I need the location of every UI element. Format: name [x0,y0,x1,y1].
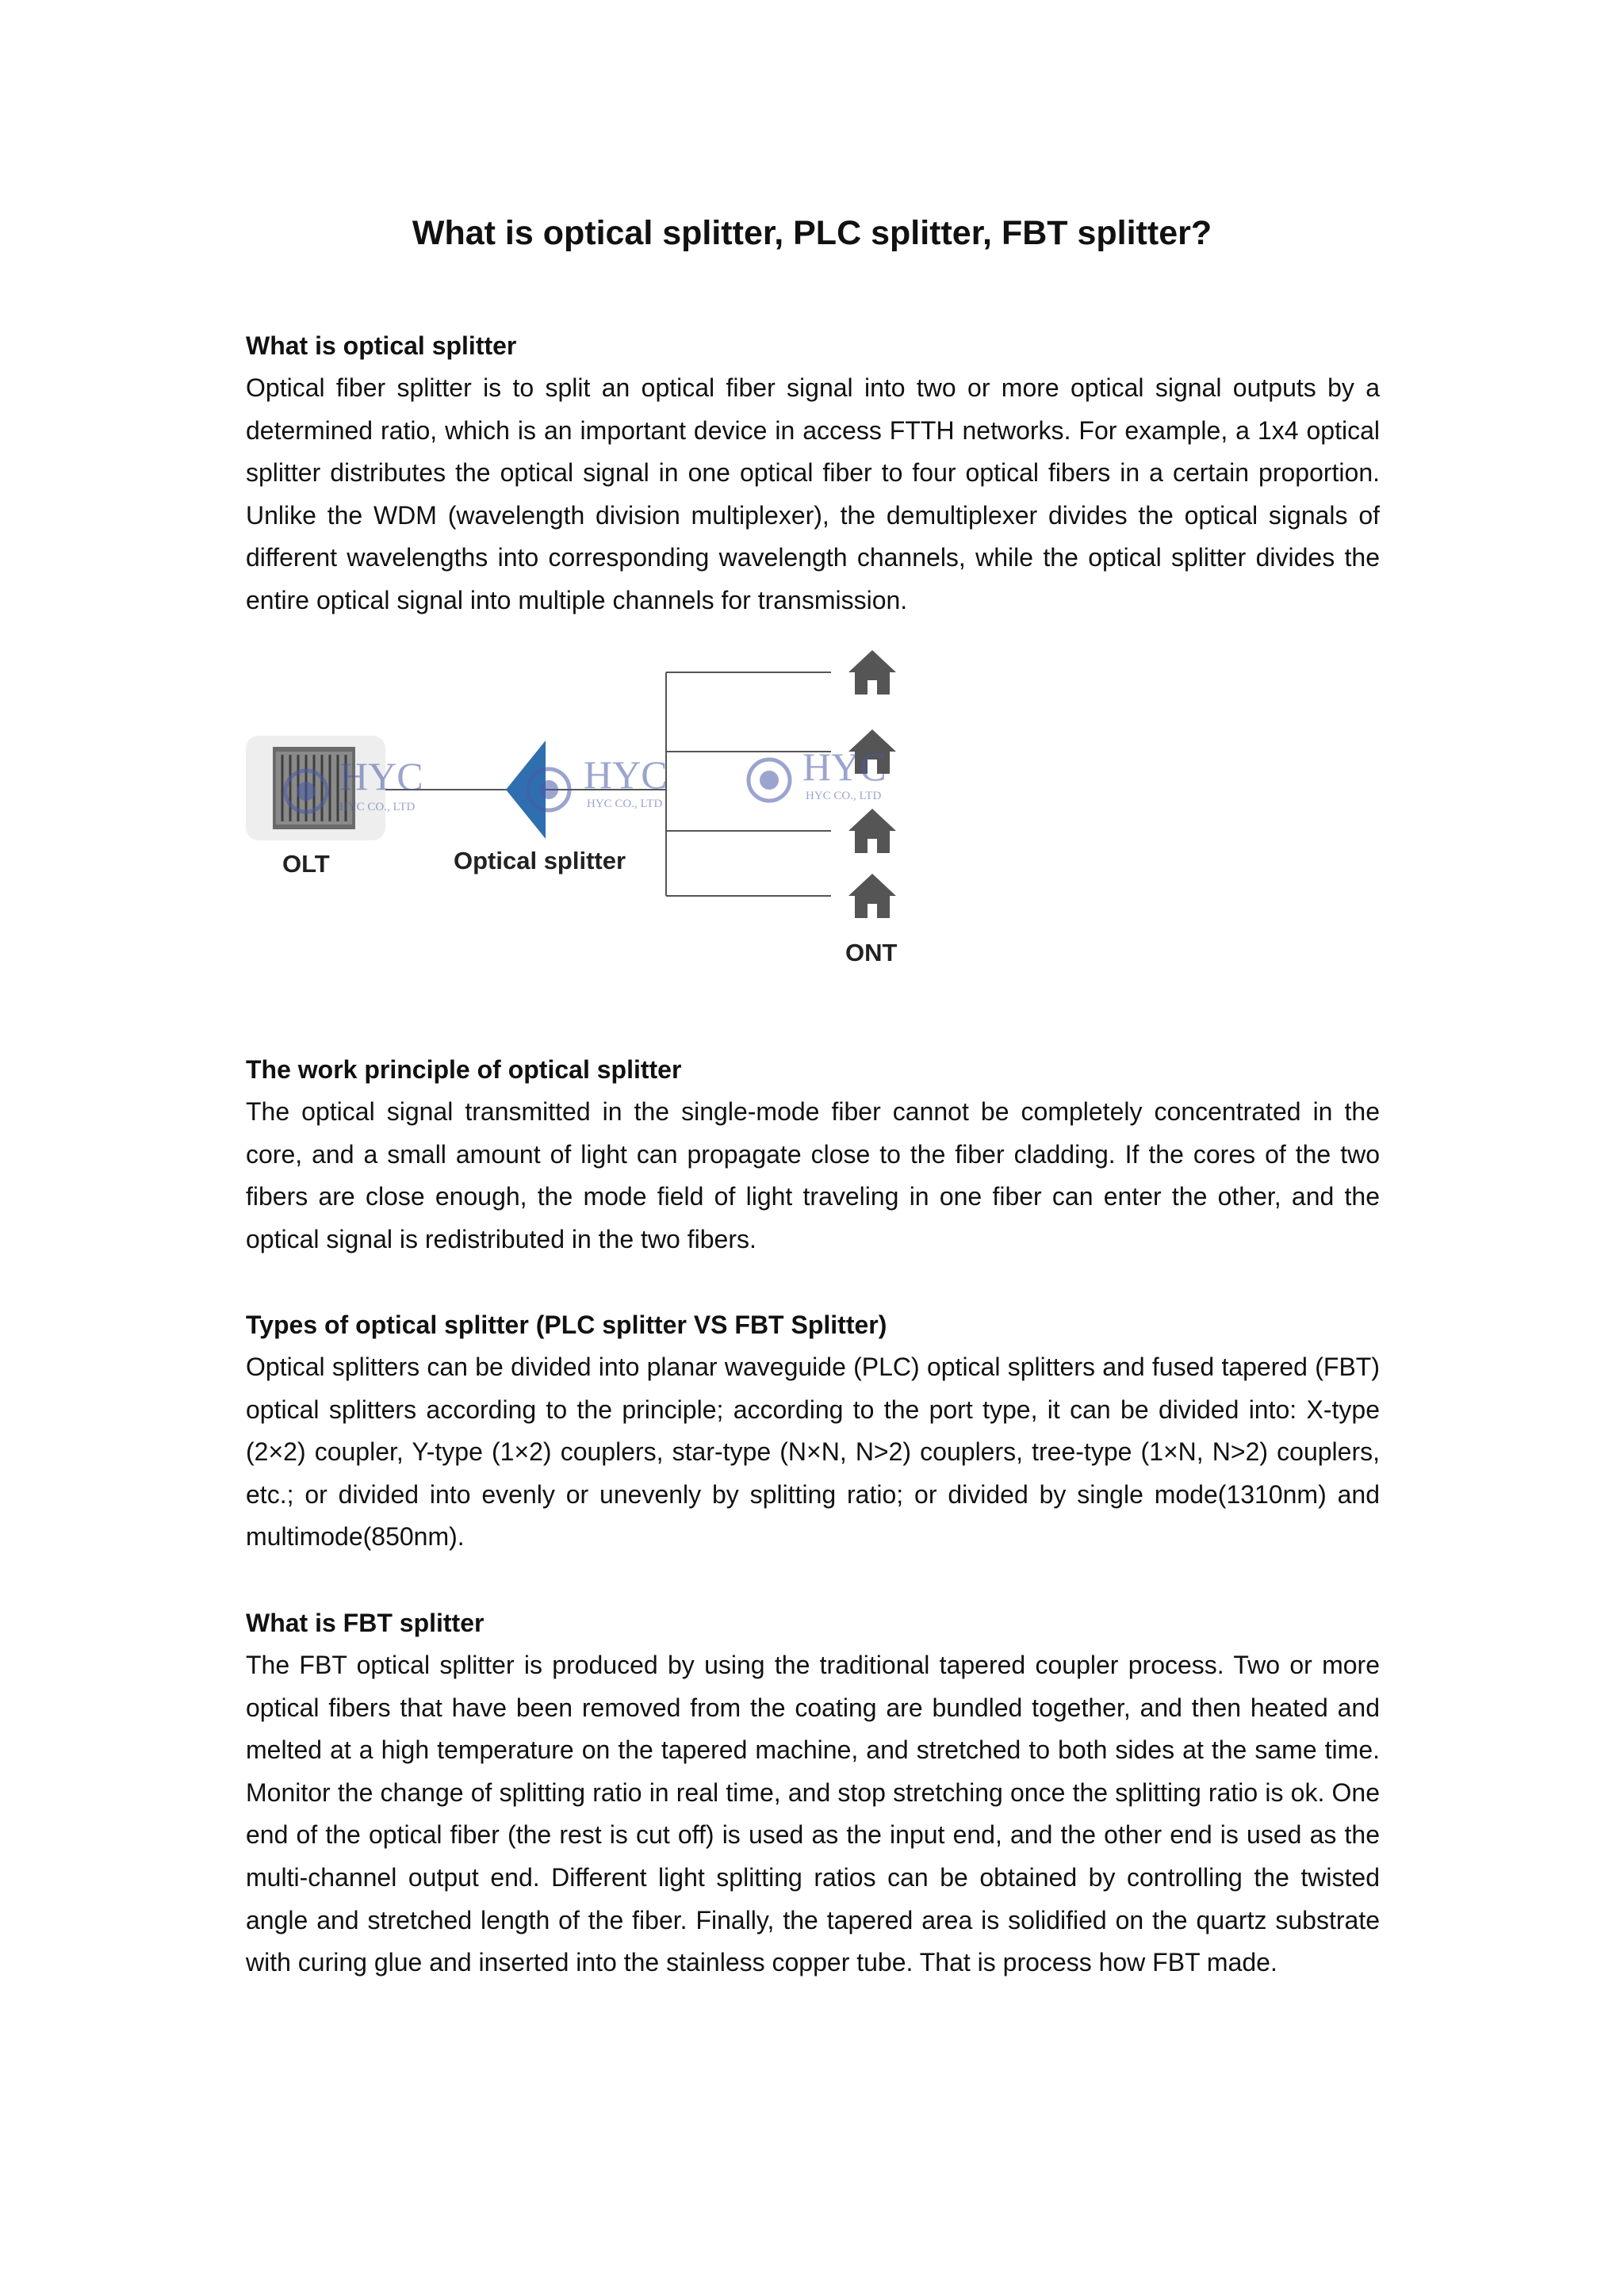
section-body: Optical fiber splitter is to split an optical fiber signal into two or more optical signal outputs by a determined ratio, which is an important device in access FTTH networks. For example, a 1x4 optical splitter distributes the optical signal in one optical fiber to four optical fibers in a certain proportion. Unlike the WDM (wavelength division multiplexer), the demultiplexer divides the optical signals of different wavelengths into corresponding wavelength channels, while the optical splitter divides the entire optical signal into multiple channels for transmission. [246,373,1380,614]
section-types-of-splitter [246,1303,1380,1559]
watermark-subtext-3: HYC CO., LTD [806,790,882,802]
watermark-text-2: HYC [584,752,668,797]
diagram-graphic [238,644,952,977]
section-what-is-fbt-splitter [246,1601,1380,1984]
section-what-is-optical-splitter [246,324,1380,622]
section-body: The FBT optical splitter is produced by using the traditional tapered coupler process. Two or more optical fibers that have been removed from the coating are bundled together, and then heated and melted at a high temperature on the tapered machine, and stretched to both sides at the same time. Monitor the change of splitting ratio in real time, and stop stretching once the splitting ratio is ok. One end of the optical fiber (the rest is cut off) is used as the input end, and the other end is used as the multi-channel output end. Different light splitting ratios can be obtained by controlling the twisted angle and stretched length of the fiber. Finally, the tapered area is solidified on the quartz substrate with curing glue and inserted into the stainless copper tube. That is process how FBT made. [246,1651,1380,1977]
splitter-diagram [238,644,952,977]
olt-label: OLT [282,850,330,878]
watermark-text-3: HYC [802,744,887,789]
house-icon-4 [848,874,896,918]
section-heading: What is optical splitter [246,331,517,360]
section-heading: What is FBT splitter [246,1609,485,1637]
house-icon-3 [848,809,896,853]
watermark-text-1: HYC [339,754,423,798]
section-body: Optical splitters can be divided into planar waveguide (PLC) optical splitters and fused tapered (FBT) optical splitters according to the principle; according to the port type, it can be divided into: X-type (2×2) coupler, Y-type (1×2) couplers, star-type (N×N, N>2) couplers, tree-type (1×N, N>2) couplers, etc.; or divided into evenly or unevenly by splitting ratio; or divided by single mode(1310nm) and multimode(850nm). [246,1353,1380,1552]
section-heading: Types of optical splitter (PLC splitter VS FBT Splitter) [246,1311,887,1339]
section-heading: The work principle of optical splitter [246,1055,682,1084]
hyc-watermark-logo [285,744,887,813]
house-icon-1 [848,650,896,695]
watermark-subtext-2: HYC CO., LTD [587,798,663,810]
section-work-principle [246,1048,1380,1261]
watermark-subtext-1: HYC CO., LTD [339,801,416,813]
section-body: The optical signal transmitted in the single-mode fiber cannot be completely concentrated in the core, and a small amount of light can propagate close to the fiber cladding. If the cores of the two fibers are close enough, the mode field of light traveling in one fiber can enter the other, and the optical signal is redistributed in the two fibers. [246,1097,1380,1253]
ont-label: ONT [845,939,898,966]
splitter-label: Optical splitter [454,847,626,874]
page-title: What is optical splitter, PLC splitter, FBT splitter? [412,214,1212,252]
